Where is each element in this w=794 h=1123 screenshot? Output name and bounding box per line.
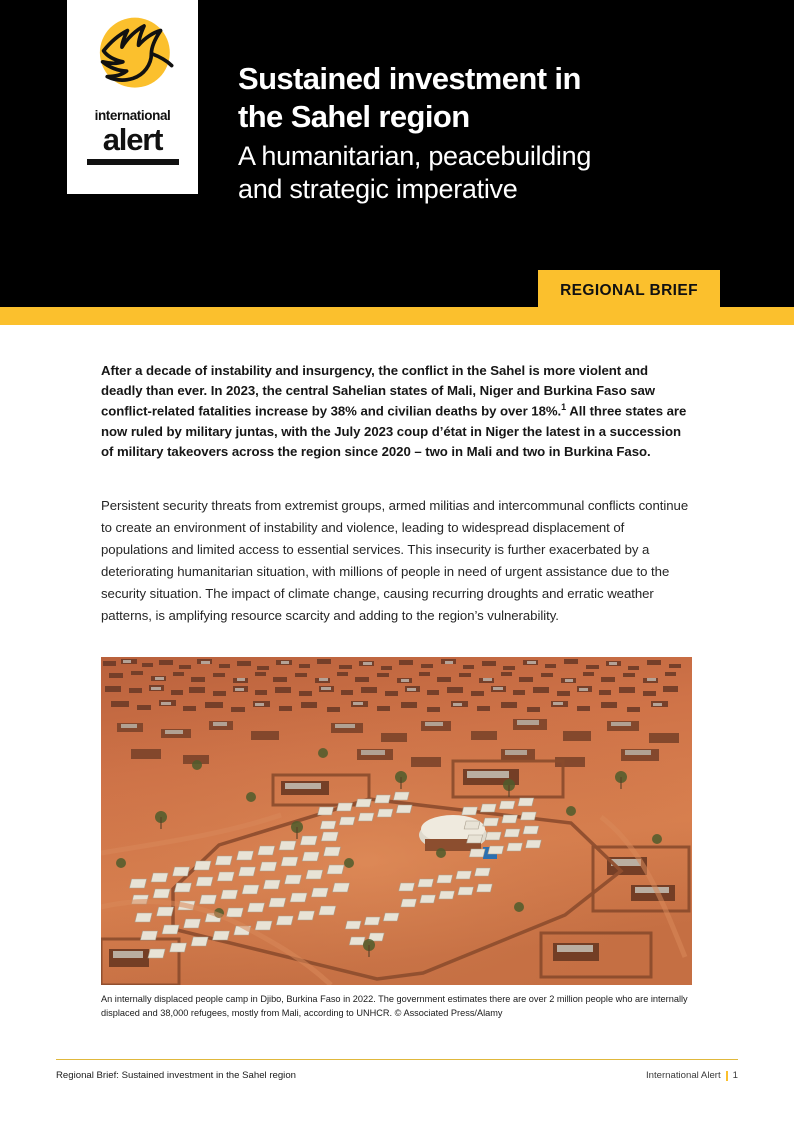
title-block — [238, 60, 738, 207]
logo-word-alert: alert — [102, 121, 163, 157]
logo-box — [67, 0, 198, 194]
footer-right-group — [646, 1070, 738, 1081]
footnote-marker: 1 — [561, 402, 567, 413]
page-subtitle-line-1: A humanitarian, peacebuilding — [238, 140, 592, 171]
page-number: 1 — [732, 1070, 738, 1081]
lead-paragraph — [101, 361, 693, 462]
page-title-line-1: Sustained investment in — [238, 61, 581, 96]
logo-word-international: international — [94, 108, 171, 123]
footer-left-text: Regional Brief: Sustained investment in the Sahel region — [56, 1070, 296, 1081]
camp-photo — [101, 657, 692, 985]
lead-paragraph-text: After a decade of instability and insurgency, the conflict in the Sahel is more violent and deadly than ever. In 2023, the central Sahelian states of Mali, Niger and Burkina Faso saw conflict-related fatalities increase by 38% and civilian deaths by over 18%. — [101, 363, 655, 419]
photo-caption: An internally displaced people camp in Djibo, Burkina Faso in 2022. The government estimates there are over 2 million people who are internally displaced and 38,000 refugees, mostly from Mali, according to UNHCR. © Associated Press/Alamy — [101, 994, 688, 1018]
footer-divider — [56, 1059, 738, 1060]
dove-icon — [87, 14, 179, 106]
body-paragraph: Persistent security threats from extremist groups, armed militias and intercommunal conflicts continue to create an environment of instability and violence, leading to widespread displacement of populations and limited access to essential services. This insecurity is further exacerbated by a deteriorating humanitarian situation, with millions of people in need of urgent assistance due to the security situation. The impact of climate change, causing recurring droughts and erratic weather patterns, is amplifying resource scarcity and adding to the region’s vulnerability. — [101, 498, 689, 624]
footer-separator-icon — [726, 1071, 728, 1081]
footer-brand: International Alert — [645, 1070, 721, 1081]
page-footer — [56, 1070, 738, 1081]
lead-paragraph-continued: All three states are now ruled by military juntas, with the July 2023 coup d’état in Niger the latest in a succession of military takeovers across the region since 2020 – two in Mali and two in Burkina Faso. — [101, 403, 687, 460]
regional-brief-badge: REGIONAL BRIEF — [538, 270, 720, 312]
logo-underline — [87, 159, 179, 165]
page-subtitle-line-2: and strategic imperative — [238, 174, 518, 205]
page-title-line-2: the Sahel region — [238, 98, 470, 134]
